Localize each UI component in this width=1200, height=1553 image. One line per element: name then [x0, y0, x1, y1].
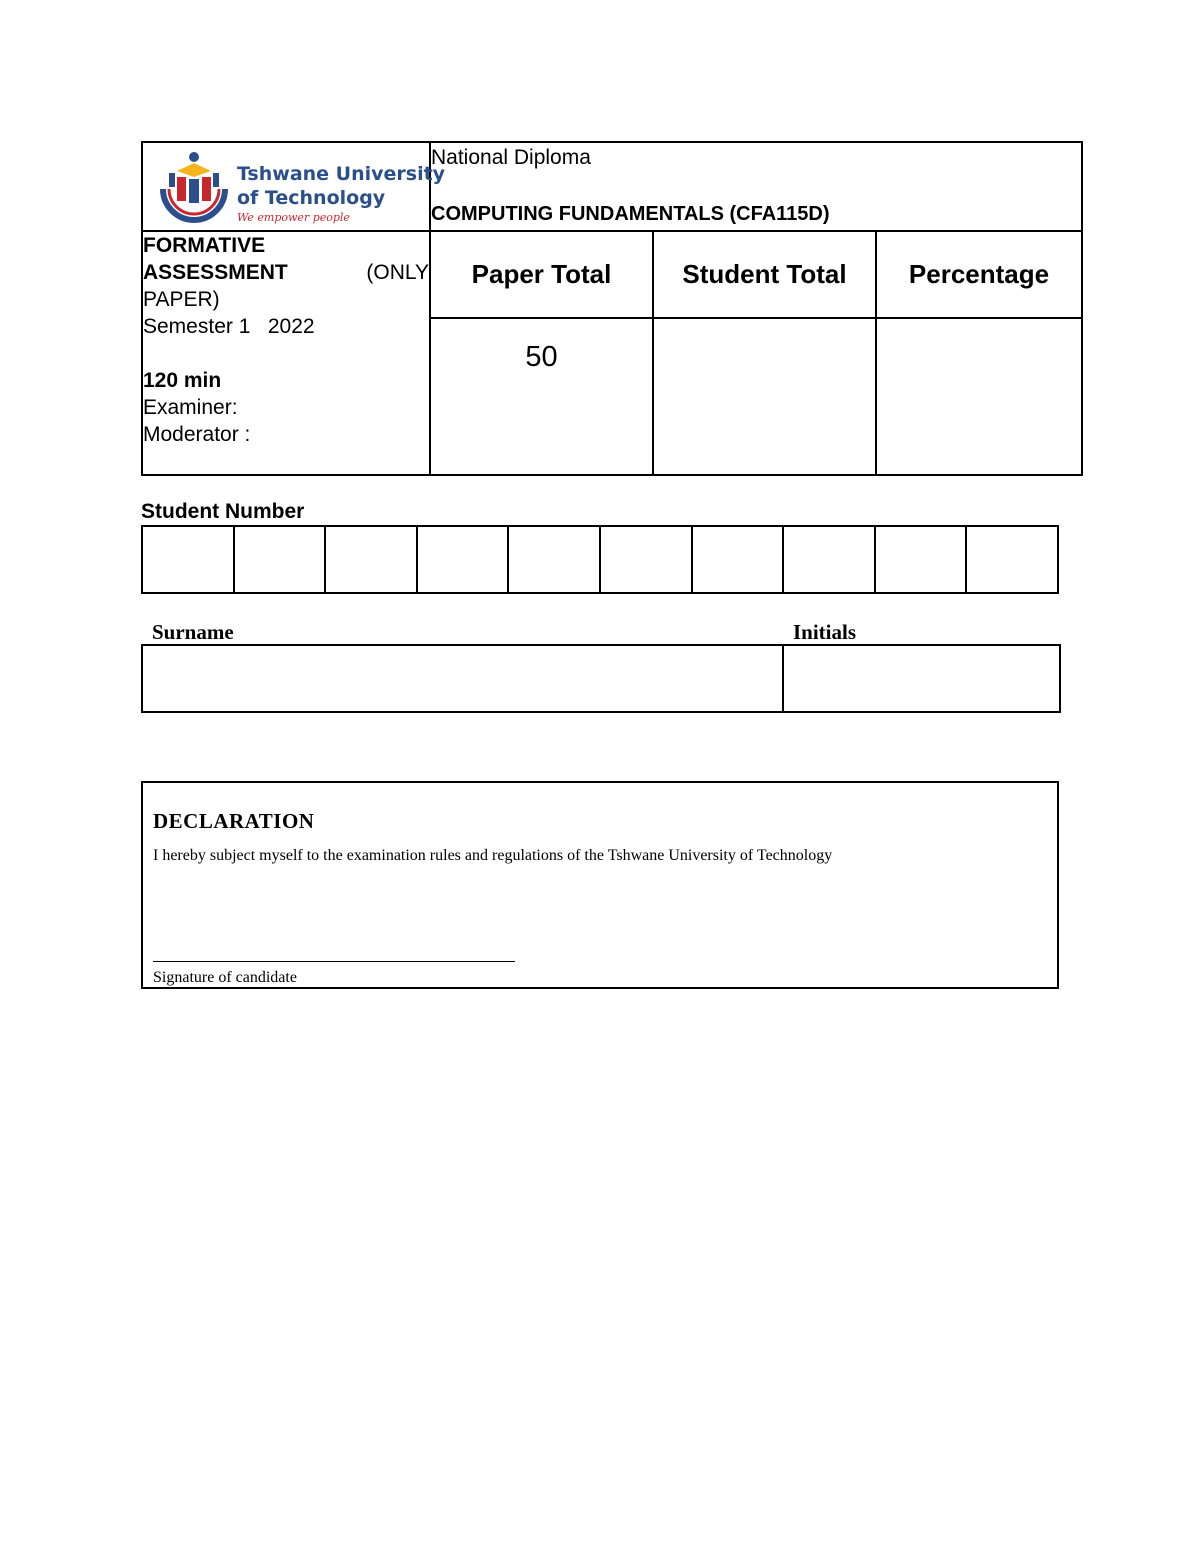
logo-name-line1: Tshwane University: [237, 163, 446, 185]
only-word: (ONLY: [366, 261, 429, 284]
declaration-text: I hereby subject myself to the examination rules and regulations of the Tshwane University of Technology: [153, 847, 833, 864]
course-title: COMPUTING FUNDAMENTALS (CFA115D): [431, 203, 830, 225]
university-logo: [155, 149, 446, 227]
paper-word: PAPER): [143, 288, 220, 311]
student-number-box[interactable]: [783, 526, 875, 593]
initials-label: Initials: [793, 620, 857, 644]
student-number-box[interactable]: [692, 526, 784, 593]
student-number-box[interactable]: [966, 526, 1058, 593]
logo-name-line2: of Technology: [237, 187, 386, 209]
student-number-box[interactable]: [142, 526, 234, 593]
student-total-header: Student Total: [653, 231, 876, 318]
student-number-boxes: [141, 525, 1059, 594]
paper-total-value: 50: [430, 318, 653, 475]
name-fields: [141, 644, 1061, 713]
declaration-box: [141, 781, 1059, 989]
initials-field[interactable]: [783, 645, 1060, 712]
examiner-label: Examiner:: [143, 396, 238, 419]
percentage-field[interactable]: [876, 318, 1082, 475]
assessment-word: ASSESSMENT: [143, 261, 288, 284]
student-number-box[interactable]: [234, 526, 326, 593]
surname-label: Surname: [152, 620, 234, 644]
student-number-label: Student Number: [141, 500, 305, 523]
student-total-field[interactable]: [653, 318, 876, 475]
assessment-info-cell: [142, 231, 430, 475]
signature-caption: Signature of candidate: [153, 969, 297, 986]
percentage-header: Percentage: [876, 231, 1082, 318]
assessment-line: [143, 259, 429, 286]
surname-field[interactable]: [142, 645, 783, 712]
assessment-type: FORMATIVE: [143, 234, 266, 257]
student-number-box[interactable]: [325, 526, 417, 593]
diploma-name: National Diploma: [431, 146, 591, 169]
logo-cell: [142, 142, 446, 231]
cover-header-table: [141, 141, 1083, 476]
semester-text: Semester 1 2022: [143, 315, 315, 338]
student-number-box[interactable]: [600, 526, 692, 593]
student-number-box[interactable]: [875, 526, 967, 593]
logo-tagline: We empower people: [237, 211, 350, 224]
duration-text: 120 min: [143, 369, 222, 392]
signature-line[interactable]: [153, 961, 515, 962]
declaration-title: DECLARATION: [153, 809, 315, 833]
student-number-box[interactable]: [417, 526, 509, 593]
course-cell: [430, 142, 1082, 231]
moderator-label: Moderator :: [143, 423, 251, 446]
student-number-box[interactable]: [508, 526, 600, 593]
paper-total-header: Paper Total: [430, 231, 653, 318]
university-emblem-icon: [155, 149, 233, 227]
